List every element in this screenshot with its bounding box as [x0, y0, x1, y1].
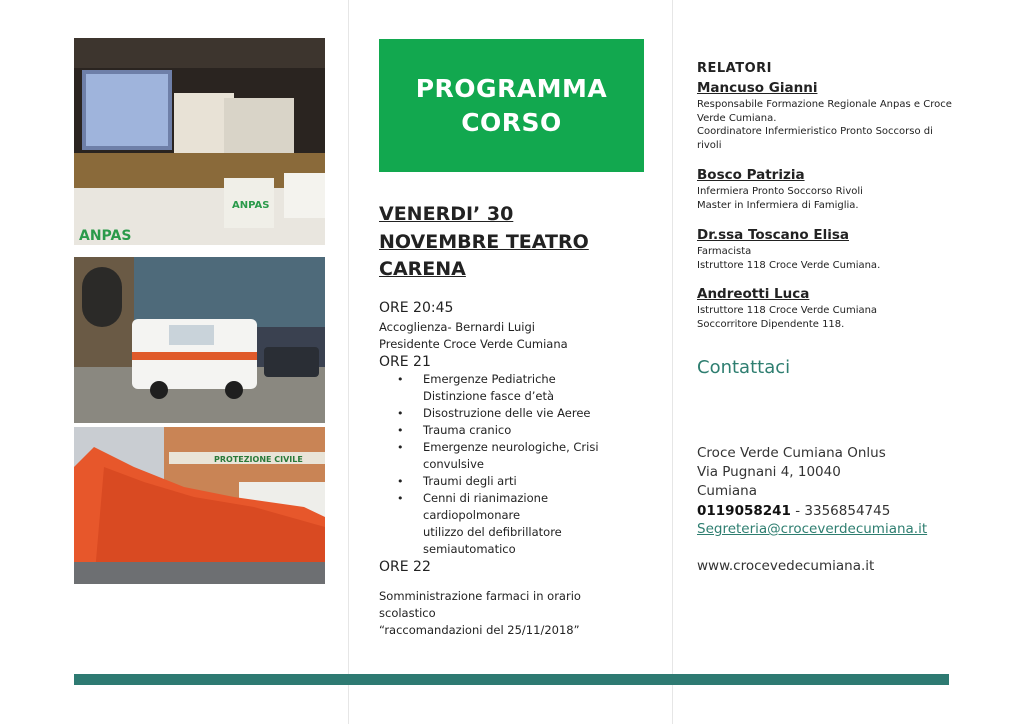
speaker-description: Farmacista Istruttore 118 Croce Verde Cumiana.: [697, 246, 881, 271]
bullet-icon: •: [397, 441, 404, 454]
final-line2: scolastico: [379, 606, 436, 620]
panel-divider-right: [672, 0, 673, 724]
program-title-line2: CORSO: [461, 107, 562, 137]
list-item: • Disostruzione delle vie Aeree: [397, 406, 591, 420]
speaker-name: Mancuso Gianni: [697, 80, 818, 96]
phone-primary[interactable]: 0119058241: [697, 503, 791, 519]
phone-secondary[interactable]: 3356854745: [804, 503, 891, 519]
theater-stage-photo: [74, 38, 325, 245]
ambulance-photo: [74, 257, 325, 423]
speaker-name: Dr.ssa Toscano Elisa: [697, 227, 849, 243]
website-link[interactable]: www.crocevedecumiana.it: [697, 558, 875, 574]
list-item: • Emergenze Pediatriche Distinzione fasce d’età: [397, 372, 556, 403]
panel-divider-left: [348, 0, 349, 724]
final-line3: “raccomandazioni del 25/11/2018”: [379, 623, 580, 637]
program-title-line1: PROGRAMMA: [415, 73, 608, 103]
speaker-description: Responsabile Formazione Regionale Anpas e Croce Verde Cumiana. Coordinatore Infermieristico Pronto Soccorso di rivoli: [697, 99, 952, 151]
list-item: • Traumi degli arti: [397, 474, 517, 488]
bullet-icon: •: [397, 475, 404, 488]
speaker-description: Infermiera Pronto Soccorso Rivoli Master in Infermiera di Famiglia.: [697, 186, 863, 211]
contact-org: Croce Verde Cumiana Onlus: [697, 445, 886, 461]
contact-phones: 0119058241 - 3356854745: [697, 503, 891, 519]
contact-heading: Contattaci: [697, 357, 791, 378]
footer-bar: [74, 674, 949, 685]
final-line1: Somministrazione farmaci in orario: [379, 589, 581, 603]
speakers-heading: RELATORI: [697, 61, 772, 76]
email-link[interactable]: Segreteria@croceverdecumiana.it: [697, 521, 928, 537]
svg-text:ANPAS: ANPAS: [79, 228, 132, 244]
time-22: ORE 22: [379, 559, 431, 575]
speaker-name: Bosco Patrizia: [697, 167, 805, 183]
welcome-line2: Presidente Croce Verde Cumiana: [379, 337, 568, 351]
speaker-description: Istruttore 118 Croce Verde Cumiana Soccorritore Dipendente 118.: [697, 305, 878, 330]
contact-address: Via Pugnani 4, 10040: [697, 464, 841, 480]
anpas-banner-text: ANPAS: [232, 200, 270, 211]
time-2045: ORE 20:45: [379, 300, 454, 316]
contact-city: Cumiana: [697, 483, 757, 499]
protezione-civile-sign: PROTEZIONE CIVILE: [214, 455, 303, 464]
bullet-icon: •: [397, 492, 404, 505]
topic-list: [379, 371, 619, 558]
program-title-box: [379, 39, 644, 172]
bullet-icon: •: [397, 407, 404, 420]
volunteers-group-photo: [74, 427, 325, 584]
event-title: VENERDI’ 30 NOVEMBRE TEATRO CARENA: [379, 203, 589, 280]
bullet-icon: •: [397, 424, 404, 437]
list-item: • Cenni di rianimazione cardiopolmonare utilizzo del defibrillatore semiautomatico: [397, 491, 562, 556]
time-21: ORE 21: [379, 354, 431, 370]
list-item: • Trauma cranico: [397, 423, 512, 437]
bullet-icon: •: [397, 373, 404, 386]
welcome-line1: Accoglienza- Bernardi Luigi: [379, 320, 535, 334]
list-item: • Emergenze neurologiche, Crisi convulsive: [397, 440, 599, 471]
speaker-name: Andreotti Luca: [697, 286, 810, 302]
